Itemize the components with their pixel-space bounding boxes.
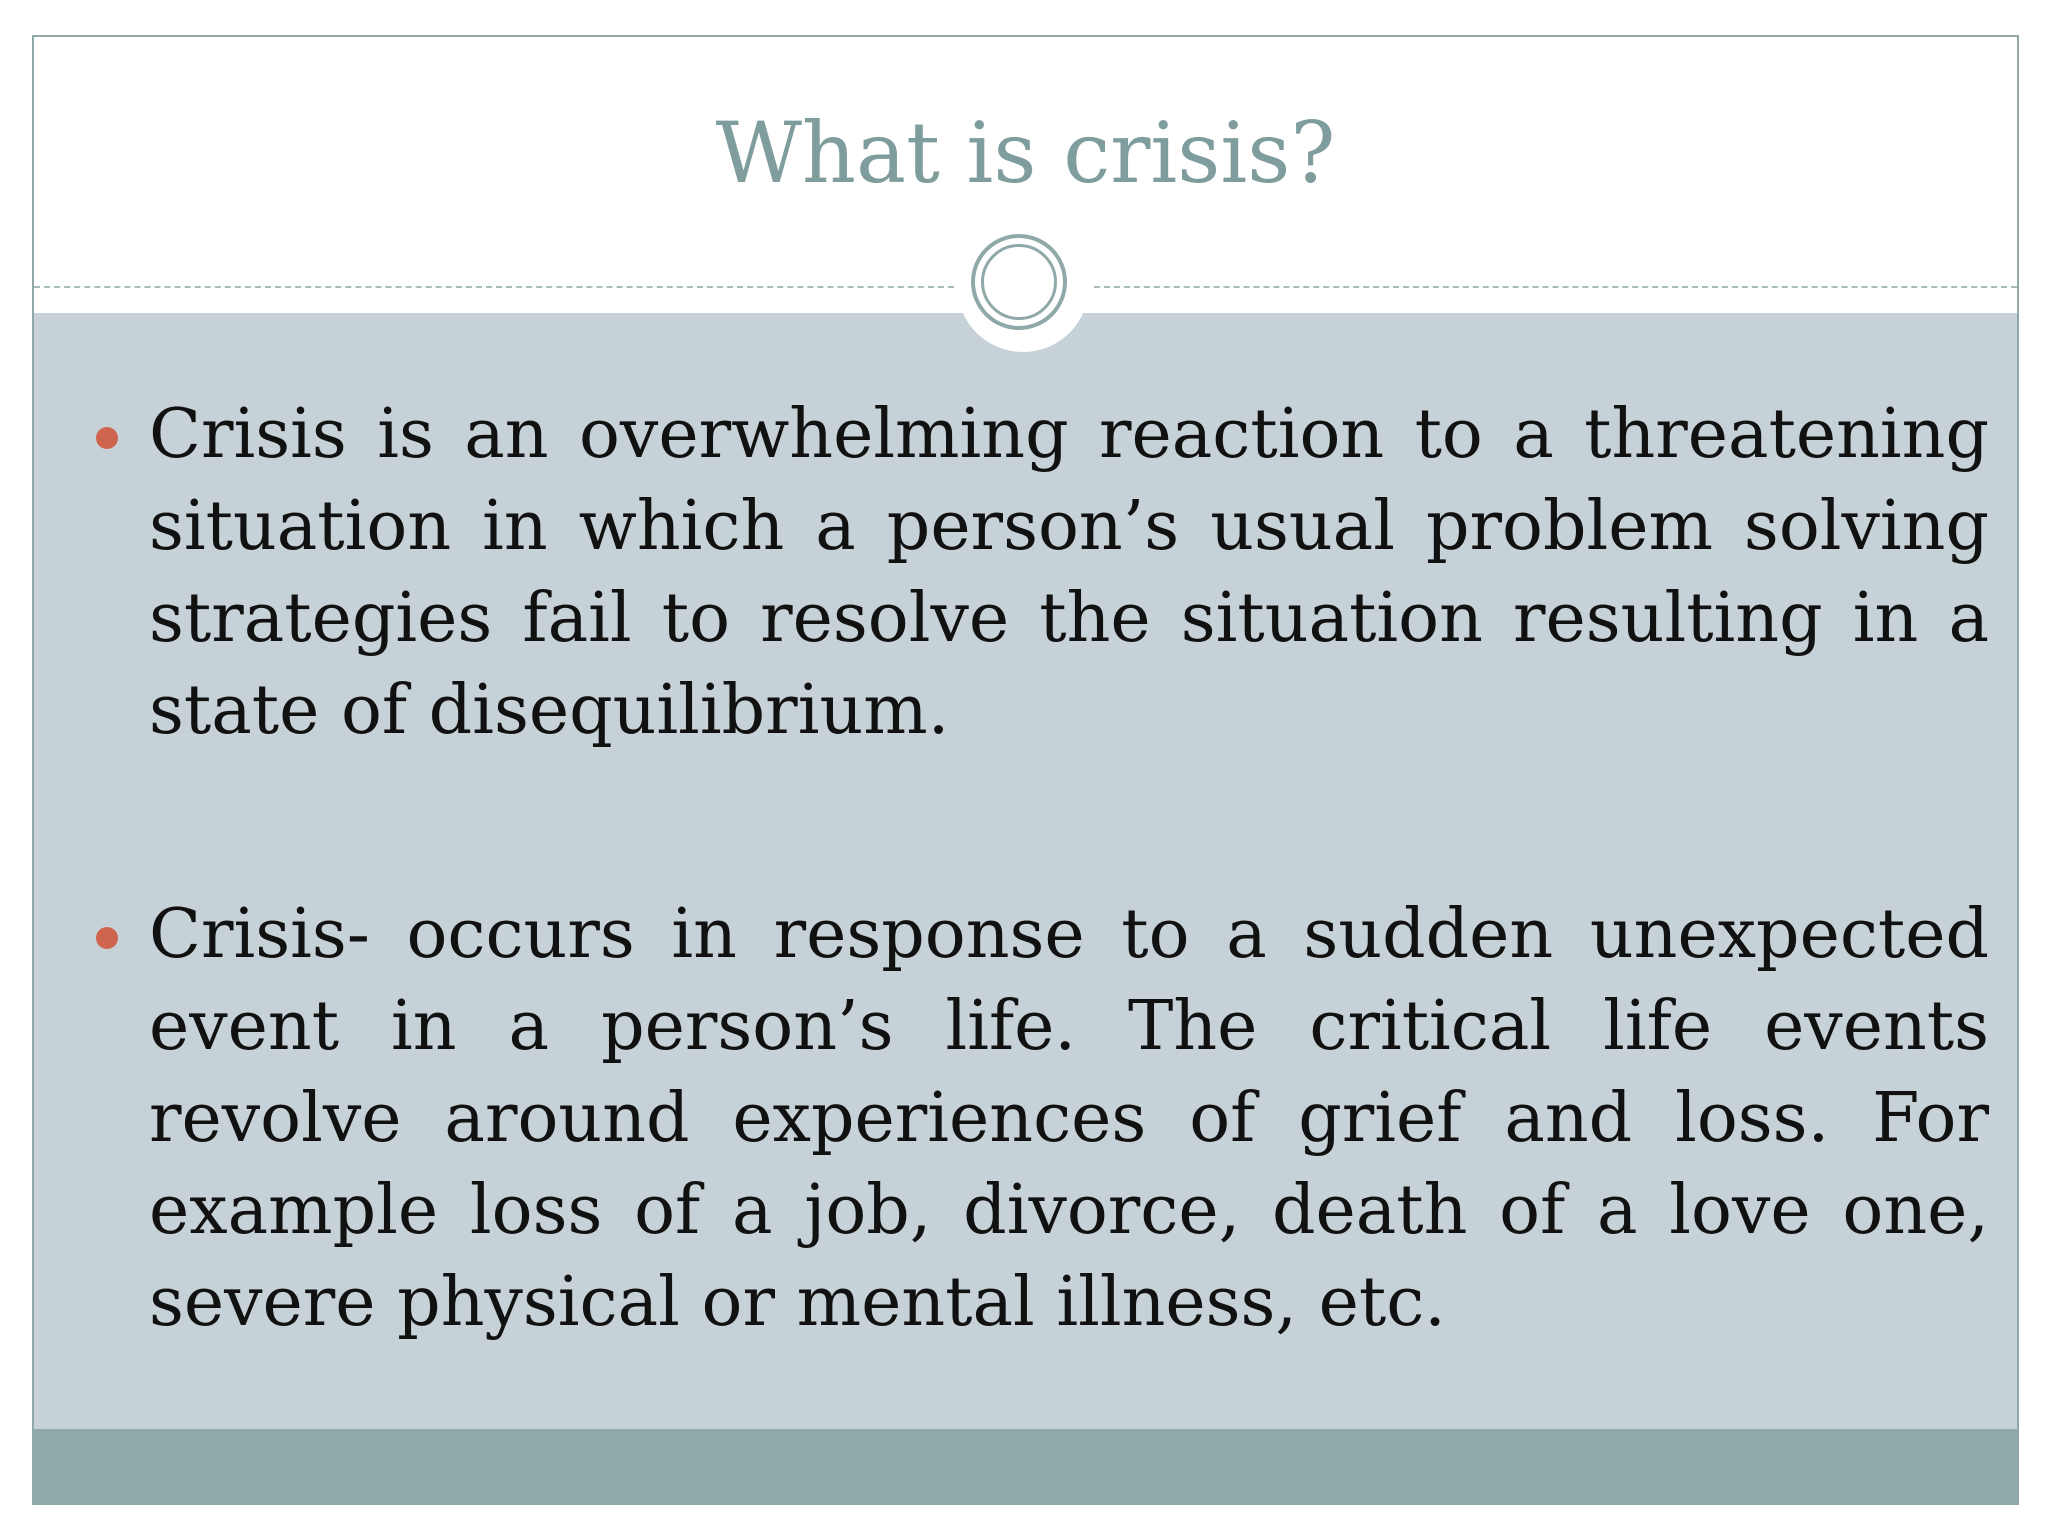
- bullet-text: Crisis is an overwhelming reaction to a threatening situation in which a person’s usual problem solving strategies fail to resolve the situation resulting in a state of disequilibrium.: [149, 395, 1989, 750]
- slide-title: What is crisis?: [715, 104, 1336, 202]
- slide: [32, 35, 2019, 1505]
- title-divider-line-right: [1094, 286, 2017, 288]
- dot-bullet-icon: [96, 927, 118, 949]
- footer-band: [34, 1429, 2017, 1503]
- title-divider-line-left: [34, 286, 954, 288]
- dot-bullet-icon: [96, 427, 118, 449]
- inner-ring-circle-icon: [981, 244, 1057, 320]
- bullet-text: Crisis- occurs in response to a sudden unexpected event in a person’s life. The critical life events revolve around experiences of grief and loss. For example loss of a job, divorce, death of a love one, severe physical or mental illness, etc.: [149, 895, 1989, 1342]
